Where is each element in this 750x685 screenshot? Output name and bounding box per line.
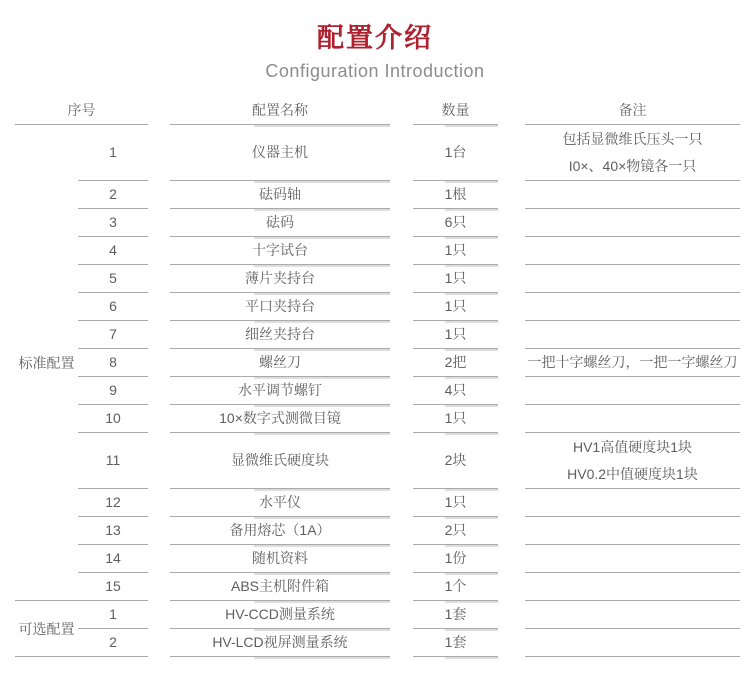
column-gap <box>498 433 525 489</box>
column-gap <box>498 321 525 349</box>
column-gap <box>498 517 525 545</box>
configuration-table <box>15 97 740 657</box>
remark-cell: 一把十字螺丝刀，一把一字螺丝刀 <box>525 349 740 377</box>
configuration-name-cell: 10×数字式测微目镜 <box>170 405 390 433</box>
column-gap <box>390 349 413 377</box>
table-row <box>15 349 740 377</box>
column-gap <box>390 573 413 601</box>
serial-number-cell: 9 <box>78 377 148 405</box>
serial-number-cell: 10 <box>78 405 148 433</box>
column-gap <box>390 181 413 209</box>
table-row <box>15 517 740 545</box>
configuration-name-cell: ABS主机附件箱 <box>170 573 390 601</box>
column-gap <box>498 181 525 209</box>
column-gap <box>498 97 525 125</box>
column-gap <box>148 433 170 489</box>
table-row <box>15 377 740 405</box>
column-gap <box>390 601 413 629</box>
quantity-cell: 2把 <box>413 349 498 377</box>
group-label-standard: 标准配置 <box>15 349 78 377</box>
serial-number-cell: 14 <box>78 545 148 573</box>
table-row <box>15 629 740 657</box>
remark-cell <box>525 265 740 293</box>
group-cell <box>15 573 78 601</box>
column-gap <box>148 97 170 125</box>
remark-line: I0×、40×物镜各一只 <box>568 157 697 174</box>
column-gap <box>390 433 413 489</box>
column-gap <box>148 545 170 573</box>
column-gap <box>148 265 170 293</box>
remark-cell <box>525 601 740 629</box>
quantity-cell: 1只 <box>413 293 498 321</box>
remark-cell <box>525 237 740 265</box>
column-gap <box>498 489 525 517</box>
quantity-cell: 1只 <box>413 265 498 293</box>
table-row <box>15 405 740 433</box>
remark-cell <box>525 125 740 181</box>
column-gap <box>498 265 525 293</box>
group-cell <box>15 377 78 405</box>
serial-number-cell: 6 <box>78 293 148 321</box>
column-gap <box>390 265 413 293</box>
column-gap <box>498 377 525 405</box>
quantity-cell: 4只 <box>413 377 498 405</box>
quantity-cell: 1套 <box>413 601 498 629</box>
group-cell <box>15 125 78 181</box>
configuration-name-cell: 仪器主机 <box>170 125 390 181</box>
table-row <box>15 293 740 321</box>
column-gap <box>148 629 170 657</box>
serial-number-cell: 5 <box>78 265 148 293</box>
remark-cell <box>525 293 740 321</box>
remark-cell <box>525 321 740 349</box>
serial-number-cell: 2 <box>78 181 148 209</box>
serial-number-cell: 2 <box>78 629 148 657</box>
group-cell <box>15 237 78 265</box>
column-gap <box>148 293 170 321</box>
group-cell <box>15 265 78 293</box>
configuration-name-cell: 显微维氏硬度块 <box>170 433 390 489</box>
column-gap <box>148 349 170 377</box>
column-gap <box>498 237 525 265</box>
column-gap <box>390 545 413 573</box>
remark-cell <box>525 545 740 573</box>
column-gap <box>148 321 170 349</box>
column-gap <box>498 545 525 573</box>
serial-number-cell: 4 <box>78 237 148 265</box>
remark-cell <box>525 489 740 517</box>
group-cell <box>15 489 78 517</box>
remark-cell <box>525 181 740 209</box>
header-serial-number: 序号 <box>15 97 148 125</box>
group-cell <box>15 181 78 209</box>
serial-number-cell: 11 <box>78 433 148 489</box>
table-row <box>15 545 740 573</box>
column-gap <box>498 293 525 321</box>
table-row <box>15 209 740 237</box>
quantity-cell: 1套 <box>413 629 498 657</box>
column-gap <box>390 517 413 545</box>
column-gap <box>148 181 170 209</box>
remark-cell <box>525 573 740 601</box>
remark-line: HV1高值硬度块1块 <box>572 438 693 455</box>
column-gap <box>390 405 413 433</box>
table-row <box>15 489 740 517</box>
page-title: 配置介绍 <box>317 23 433 53</box>
header-quantity: 数量 <box>413 97 498 125</box>
column-gap <box>148 601 170 629</box>
serial-number-cell: 15 <box>78 573 148 601</box>
quantity-cell: 2块 <box>413 433 498 489</box>
table-row <box>15 181 740 209</box>
group-cell <box>15 517 78 545</box>
group-cell <box>15 545 78 573</box>
group-label-optional: 可选配置 <box>15 615 78 643</box>
column-gap <box>148 405 170 433</box>
column-gap <box>498 125 525 181</box>
table-body <box>15 125 740 657</box>
column-gap <box>148 489 170 517</box>
column-gap <box>148 377 170 405</box>
table-row <box>15 601 740 629</box>
configuration-name-cell: 水平仪 <box>170 489 390 517</box>
quantity-cell: 1只 <box>413 405 498 433</box>
quantity-cell: 1只 <box>413 237 498 265</box>
serial-number-cell: 1 <box>78 125 148 181</box>
group-cell <box>15 293 78 321</box>
quantity-cell: 1根 <box>413 181 498 209</box>
column-gap <box>148 573 170 601</box>
table-row <box>15 321 740 349</box>
table-row <box>15 125 740 181</box>
configuration-name-cell: 随机资料 <box>170 545 390 573</box>
quantity-cell: 6只 <box>413 209 498 237</box>
table-header-row <box>15 97 740 125</box>
column-gap <box>498 349 525 377</box>
remark-cell <box>525 209 740 237</box>
column-gap <box>498 405 525 433</box>
column-gap <box>148 209 170 237</box>
column-gap <box>148 237 170 265</box>
remark-cell <box>525 629 740 657</box>
header-configuration-name: 配置名称 <box>170 97 390 125</box>
group-cell <box>15 433 78 489</box>
column-gap <box>390 377 413 405</box>
column-gap <box>498 209 525 237</box>
configuration-name-cell: 砝码轴 <box>170 181 390 209</box>
table-row <box>15 237 740 265</box>
quantity-cell: 1只 <box>413 321 498 349</box>
column-gap <box>390 629 413 657</box>
column-gap <box>498 601 525 629</box>
configuration-name-cell: 薄片夹持台 <box>170 265 390 293</box>
remark-line: 包括显微维氏压头一只 <box>562 130 703 147</box>
remark-cell <box>525 433 740 489</box>
quantity-cell: 1只 <box>413 489 498 517</box>
configuration-name-cell: 砝码 <box>170 209 390 237</box>
column-gap <box>390 97 413 125</box>
page-subtitle: Configuration Introduction <box>265 60 485 81</box>
configuration-name-cell: HV-LCD视屏测量系统 <box>170 629 390 657</box>
serial-number-cell: 3 <box>78 209 148 237</box>
remark-cell <box>525 517 740 545</box>
serial-number-cell: 7 <box>78 321 148 349</box>
column-gap <box>498 573 525 601</box>
quantity-cell: 1份 <box>413 545 498 573</box>
column-gap <box>390 209 413 237</box>
header-remark: 备注 <box>525 97 740 125</box>
configuration-name-cell: 备用熔芯（1A） <box>170 517 390 545</box>
configuration-name-cell: 平口夹持台 <box>170 293 390 321</box>
table-row <box>15 433 740 489</box>
quantity-cell: 1个 <box>413 573 498 601</box>
column-gap <box>498 629 525 657</box>
configuration-name-cell: 螺丝刀 <box>170 349 390 377</box>
remark-line: HV0.2中值硬度块1块 <box>567 465 698 482</box>
table-row <box>15 265 740 293</box>
column-gap <box>390 489 413 517</box>
configuration-name-cell: 水平调节螺钉 <box>170 377 390 405</box>
configuration-name-cell: 十字试台 <box>170 237 390 265</box>
column-gap <box>148 517 170 545</box>
column-gap <box>390 237 413 265</box>
configuration-name-cell: HV-CCD测量系统 <box>170 601 390 629</box>
column-gap <box>148 125 170 181</box>
remark-cell <box>525 377 740 405</box>
column-gap <box>390 293 413 321</box>
serial-number-cell: 1 <box>78 601 148 629</box>
table-row <box>15 573 740 601</box>
quantity-cell: 1台 <box>413 125 498 181</box>
group-cell <box>15 209 78 237</box>
group-cell <box>15 321 78 349</box>
serial-number-cell: 8 <box>78 349 148 377</box>
group-cell <box>15 405 78 433</box>
remark-cell <box>525 405 740 433</box>
column-gap <box>390 125 413 181</box>
serial-number-cell: 12 <box>78 489 148 517</box>
serial-number-cell: 13 <box>78 517 148 545</box>
column-gap <box>390 321 413 349</box>
configuration-name-cell: 细丝夹持台 <box>170 321 390 349</box>
quantity-cell: 2只 <box>413 517 498 545</box>
